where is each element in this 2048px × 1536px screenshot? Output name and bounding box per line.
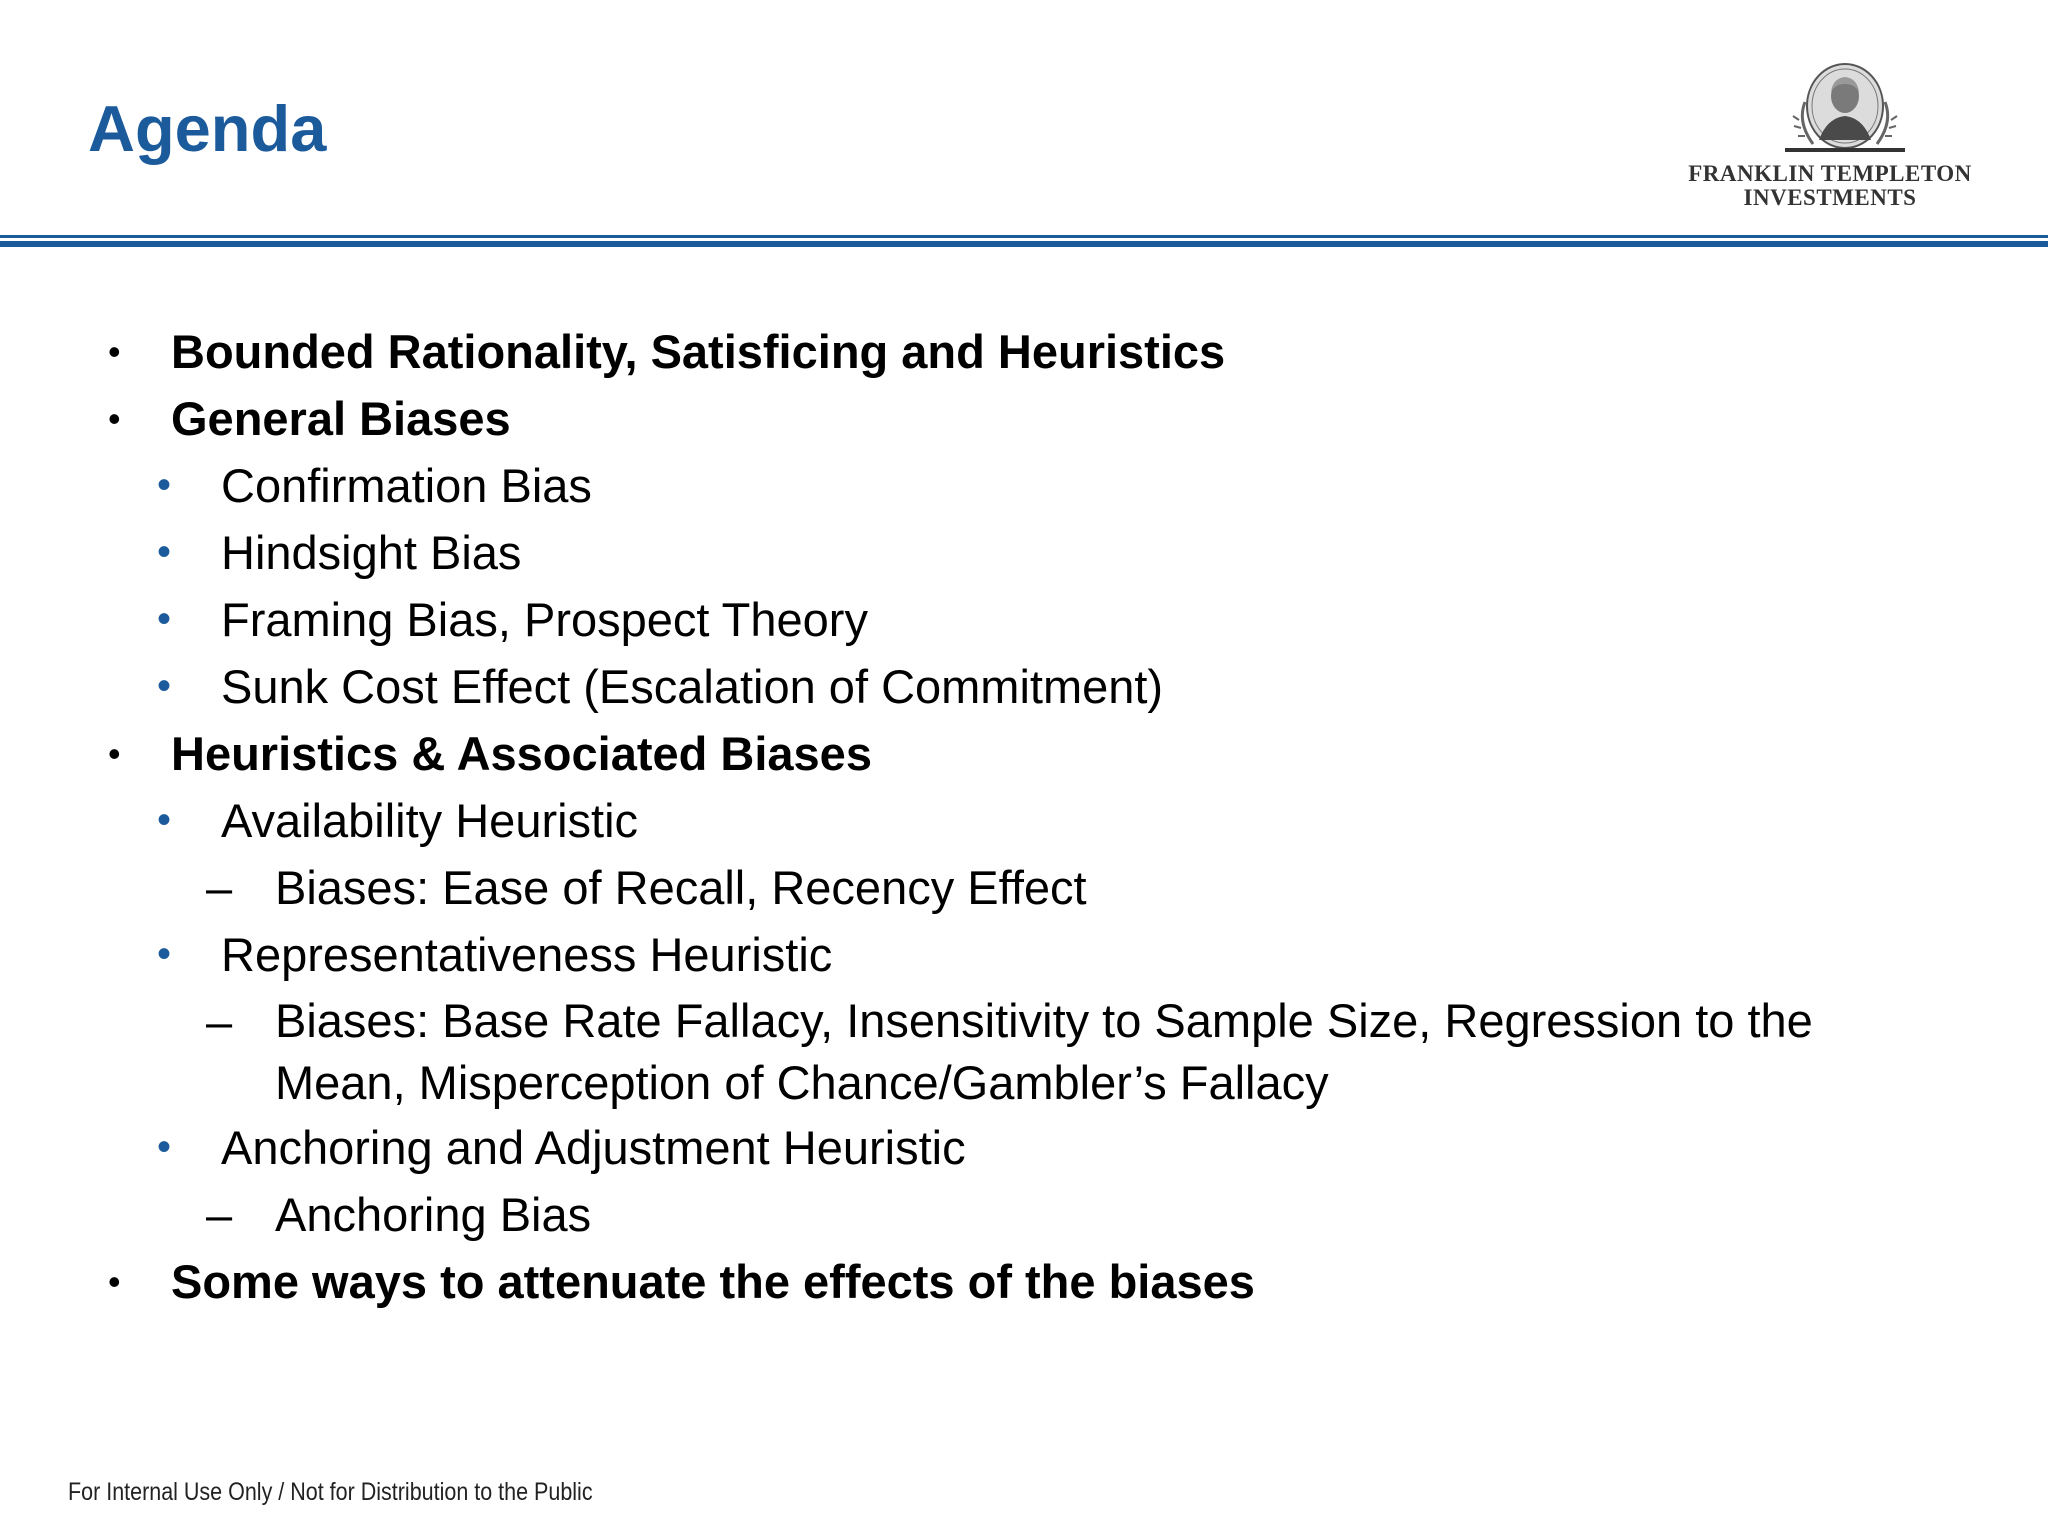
franklin-templeton-logo — [1680, 62, 1980, 214]
agenda-item — [0, 1248, 1900, 1315]
agenda-subitem-text: Confirmation Bias — [221, 459, 592, 512]
agenda-subitem-text: Anchoring and Adjustment Heuristic — [221, 1121, 966, 1174]
footer-disclaimer: For Internal Use Only / Not for Distribution to the Public — [68, 1478, 593, 1506]
dash-icon: – — [206, 1188, 233, 1241]
header-divider-thick — [0, 241, 2048, 247]
bullet-icon: • — [157, 1125, 172, 1169]
agenda-subitem-text: Hindsight Bias — [221, 526, 522, 579]
agenda-subitem — [0, 787, 1900, 854]
agenda-subitem — [0, 1114, 1900, 1181]
bullet-icon: • — [108, 733, 121, 774]
agenda-detail-text: Biases: Base Rate Fallacy, Insensitivity to Sample Size, Regression to the Mean, Misperception of Chance/Gambler’s Fallacy — [275, 994, 1813, 1109]
agenda-item-text: General Biases — [171, 392, 511, 445]
bullet-icon: • — [157, 932, 172, 976]
agenda-detail-text: Anchoring Bias — [275, 1188, 592, 1241]
agenda-subitem — [0, 921, 1900, 988]
bullet-icon: • — [157, 664, 172, 708]
bullet-icon: • — [108, 331, 121, 372]
portrait-medallion-icon — [1775, 62, 1915, 162]
agenda-subitem — [0, 452, 1900, 519]
bullet-icon: • — [157, 530, 172, 574]
bullet-icon: • — [108, 1261, 121, 1302]
agenda-detail — [0, 988, 1900, 1114]
agenda-subitem-text: Framing Bias, Prospect Theory — [221, 593, 868, 646]
agenda-subitem-text: Availability Heuristic — [221, 794, 639, 847]
agenda-subitem — [0, 586, 1900, 653]
agenda-subitem — [0, 653, 1900, 720]
agenda-item — [0, 720, 1900, 787]
agenda-detail — [0, 1181, 1900, 1248]
bullet-icon: • — [108, 398, 121, 439]
header-divider-thin — [0, 235, 2048, 238]
bullet-icon: • — [157, 597, 172, 641]
dash-icon: – — [206, 995, 233, 1048]
agenda-detail — [0, 854, 1900, 921]
agenda-item-text: Bounded Rationality, Satisficing and Heuristics — [171, 325, 1226, 378]
agenda-subitem — [0, 519, 1900, 586]
logo-wordmark-line1: FRANKLIN TEMPLETON — [1688, 161, 1972, 186]
agenda-list — [0, 318, 1900, 1315]
bullet-icon: • — [157, 798, 172, 842]
agenda-item — [0, 385, 1900, 452]
agenda-item-text: Heuristics & Associated Biases — [171, 727, 872, 780]
agenda-detail-text: Biases: Ease of Recall, Recency Effect — [275, 861, 1087, 914]
agenda-item-text: Some ways to attenuate the effects of the biases — [171, 1255, 1255, 1308]
agenda-subitem-text: Representativeness Heuristic — [221, 928, 833, 981]
bullet-icon: • — [157, 463, 172, 507]
logo-wordmark-line2: INVESTMENTS — [1743, 185, 1917, 210]
slide-title: Agenda — [88, 92, 327, 165]
agenda-subitem-text: Sunk Cost Effect (Escalation of Commitment) — [221, 660, 1164, 713]
dash-icon: – — [206, 861, 233, 914]
agenda-item — [0, 318, 1900, 385]
